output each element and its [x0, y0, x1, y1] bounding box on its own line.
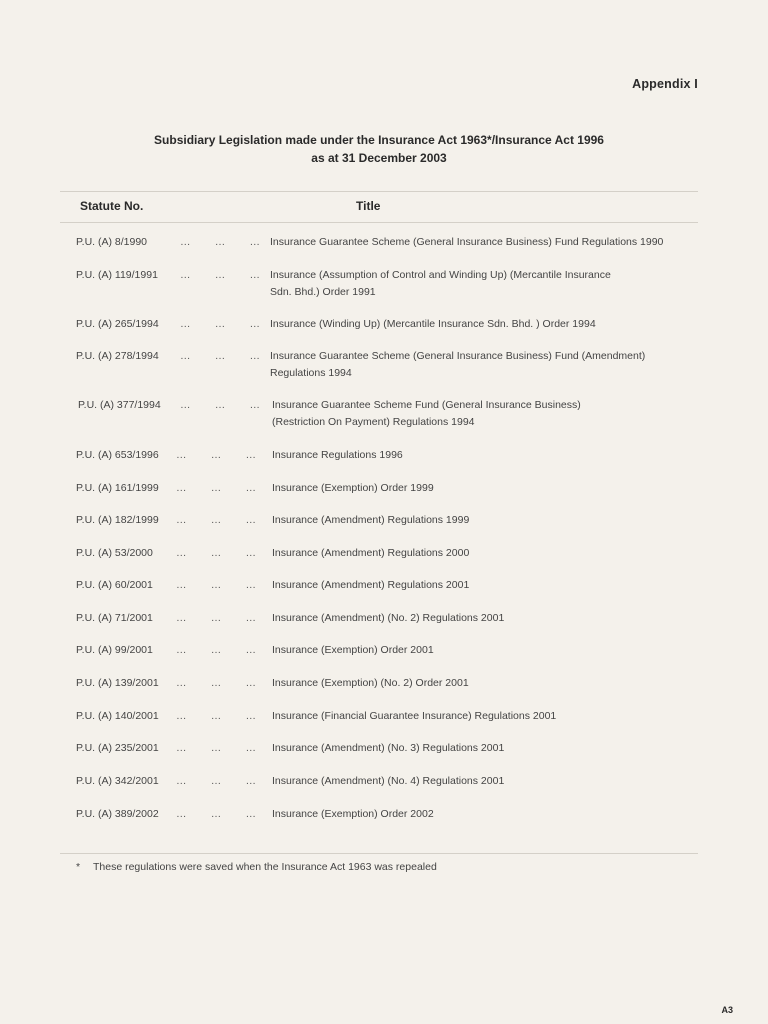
footnote-text: These regulations were saved when the Insurance Act 1963 was repealed	[93, 861, 437, 873]
ellipsis: …	[214, 236, 226, 248]
ellipsis: …	[210, 644, 222, 656]
ellipsis: …	[245, 547, 256, 559]
statute-number: P.U. (A) 235/2001	[76, 742, 159, 754]
statute-number: P.U. (A) 8/1990	[76, 236, 148, 248]
table-row	[0, 545, 768, 577]
table-row	[0, 348, 768, 397]
regulation-title-line: Insurance Guarantee Scheme Fund (General Insurance Business)	[272, 399, 581, 411]
ellipsis: …	[176, 514, 187, 526]
ellipsis: …	[210, 775, 222, 787]
column-header-title: Title	[356, 199, 381, 213]
regulation-title	[272, 806, 672, 823]
ellipsis: …	[176, 644, 187, 656]
ellipsis: …	[180, 318, 191, 330]
ellipsis: …	[180, 269, 191, 281]
statute-number: P.U. (A) 342/2001	[76, 775, 159, 787]
regulation-title-line: Insurance (Amendment) (No. 3) Regulations 2001	[272, 742, 505, 754]
regulation-title	[270, 267, 670, 300]
regulation-title	[272, 675, 672, 692]
regulation-title	[270, 348, 670, 381]
leader-dots	[176, 773, 256, 790]
regulation-title-line: Insurance Guarantee Scheme (General Insurance Business) Fund (Amendment)	[270, 350, 646, 362]
title-line-1: Subsidiary Legislation made under the Insurance Act 1963*/Insurance Act 1996	[154, 133, 604, 147]
ellipsis: …	[180, 399, 191, 411]
regulation-title-line: Insurance (Financial Guarantee Insurance) Regulations 2001	[272, 710, 557, 722]
statute-number: P.U. (A) 377/1994	[78, 399, 161, 411]
statute-number: P.U. (A) 278/1994	[76, 350, 159, 362]
regulation-title-line: Insurance (Amendment) (No. 2) Regulations 2001	[272, 612, 505, 624]
regulation-title	[272, 397, 672, 430]
table-row	[0, 512, 768, 545]
ellipsis: …	[176, 482, 187, 494]
table-row	[0, 708, 768, 740]
table-row	[0, 316, 768, 348]
regulation-title	[272, 545, 672, 562]
leader-dots	[176, 480, 256, 497]
table-row	[0, 234, 768, 267]
regulation-title-line: Insurance Regulations 1996	[272, 449, 403, 461]
ellipsis: …	[245, 742, 256, 754]
regulation-title-line: Insurance (Exemption) Order 1999	[272, 482, 434, 494]
regulation-title	[272, 708, 672, 725]
leader-dots	[180, 348, 260, 365]
regulation-title-continuation: Regulations 1994	[270, 366, 352, 379]
ellipsis: …	[176, 449, 187, 461]
leader-dots	[180, 316, 260, 333]
regulation-title-continuation: (Restriction On Payment) Regulations 1994	[272, 415, 475, 428]
statute-number: P.U. (A) 60/2001	[76, 579, 153, 591]
ellipsis: …	[245, 449, 256, 461]
ellipsis: …	[176, 579, 187, 591]
regulation-title	[272, 610, 672, 627]
table-row	[0, 397, 768, 447]
ellipsis: …	[245, 514, 256, 526]
regulation-title	[272, 577, 672, 594]
table-row	[0, 267, 768, 316]
regulation-title	[272, 740, 672, 757]
ellipsis: …	[214, 350, 226, 362]
leader-dots	[176, 447, 256, 464]
footnote-marker: *	[76, 861, 81, 873]
regulation-title	[270, 234, 670, 251]
footnote	[76, 861, 437, 873]
statute-number: P.U. (A) 389/2002	[76, 808, 159, 820]
regulation-title-line: Insurance (Amendment) Regulations 2001	[272, 579, 470, 591]
leader-dots	[176, 675, 256, 692]
table-row	[0, 773, 768, 806]
ellipsis: …	[210, 742, 222, 754]
table-row	[0, 480, 768, 512]
regulation-title-line: Insurance (Exemption) Order 2001	[272, 644, 434, 656]
document-title	[0, 131, 758, 167]
appendix-label: Appendix I	[632, 77, 698, 91]
statute-number: P.U. (A) 139/2001	[76, 677, 159, 689]
table-row	[0, 577, 768, 610]
table-row	[0, 806, 768, 839]
ellipsis: …	[210, 710, 222, 722]
leader-dots	[176, 512, 256, 529]
regulation-title-line: Insurance (Winding Up) (Mercantile Insurance Sdn. Bhd. ) Order 1994	[270, 318, 596, 330]
ellipsis: …	[245, 710, 256, 722]
statute-number: P.U. (A) 119/1991	[76, 269, 158, 281]
ellipsis: …	[176, 547, 187, 559]
ellipsis: …	[245, 579, 256, 591]
statute-number: P.U. (A) 71/2001	[76, 612, 153, 624]
table-row	[0, 675, 768, 708]
ellipsis: …	[176, 808, 187, 820]
leader-dots	[180, 267, 260, 284]
ellipsis: …	[245, 808, 256, 820]
regulation-title	[272, 480, 672, 497]
leader-dots	[176, 806, 256, 823]
regulation-title-line: Insurance (Assumption of Control and Winding Up) (Mercantile Insurance	[270, 269, 611, 281]
leader-dots	[180, 397, 260, 414]
regulation-title	[272, 447, 672, 464]
table-row	[0, 610, 768, 642]
ellipsis: …	[176, 677, 187, 689]
table-bottom-rule	[60, 853, 698, 854]
ellipsis: …	[214, 318, 226, 330]
statute-number: P.U. (A) 265/1994	[76, 318, 159, 330]
table-row	[0, 740, 768, 773]
ellipsis: …	[176, 710, 187, 722]
ellipsis: …	[210, 677, 222, 689]
table-row	[0, 642, 768, 675]
ellipsis: …	[210, 612, 222, 624]
leader-dots	[180, 234, 260, 251]
table-top-rule	[60, 191, 698, 192]
table-row	[0, 447, 768, 480]
leader-dots	[176, 740, 256, 757]
ellipsis: …	[249, 236, 260, 248]
table-header-rule	[60, 222, 698, 223]
leader-dots	[176, 577, 256, 594]
ellipsis: …	[214, 269, 226, 281]
title-line-2: as at 31 December 2003	[311, 151, 447, 165]
regulation-title	[270, 316, 670, 333]
statute-number: P.U. (A) 161/1999	[76, 482, 159, 494]
ellipsis: …	[210, 579, 222, 591]
ellipsis: …	[176, 612, 187, 624]
regulation-title-line: Insurance (Amendment) Regulations 2000	[272, 547, 470, 559]
statute-number: P.U. (A) 53/2000	[76, 547, 153, 559]
regulation-title-line: Insurance (Amendment) (No. 4) Regulations 2001	[272, 775, 505, 787]
regulation-title-line: Insurance (Amendment) Regulations 1999	[272, 514, 470, 526]
ellipsis: …	[180, 350, 191, 362]
statute-number: P.U. (A) 99/2001	[76, 644, 153, 656]
leader-dots	[176, 708, 256, 725]
leader-dots	[176, 642, 256, 659]
ellipsis: …	[245, 677, 256, 689]
ellipsis: …	[210, 482, 222, 494]
ellipsis: …	[214, 399, 226, 411]
ellipsis: …	[249, 269, 260, 281]
ellipsis: …	[210, 547, 222, 559]
ellipsis: …	[245, 775, 256, 787]
ellipsis: …	[245, 482, 256, 494]
regulation-title-line: Insurance (Exemption) (No. 2) Order 2001	[272, 677, 469, 689]
ellipsis: …	[210, 449, 222, 461]
regulation-title	[272, 512, 672, 529]
statute-number: P.U. (A) 182/1999	[76, 514, 159, 526]
column-header-statute: Statute No.	[80, 199, 144, 213]
regulation-title	[272, 642, 672, 659]
leader-dots	[176, 610, 256, 627]
statute-number: P.U. (A) 653/1996	[76, 449, 159, 461]
ellipsis: …	[210, 808, 222, 820]
ellipsis: …	[245, 612, 256, 624]
ellipsis: …	[245, 644, 256, 656]
regulation-title-line: Insurance (Exemption) Order 2002	[272, 808, 434, 820]
regulation-title-line: Insurance Guarantee Scheme (General Insurance Business) Fund Regulations 1990	[270, 236, 664, 248]
ellipsis: …	[249, 318, 260, 330]
ellipsis: …	[210, 514, 222, 526]
ellipsis: …	[249, 350, 260, 362]
leader-dots	[176, 545, 256, 562]
ellipsis: …	[176, 742, 187, 754]
regulation-title-continuation: Sdn. Bhd.) Order 1991	[270, 285, 376, 298]
ellipsis: …	[180, 236, 191, 248]
statute-number: P.U. (A) 140/2001	[76, 710, 159, 722]
page-number: A3	[721, 1005, 733, 1015]
ellipsis: …	[249, 399, 260, 411]
regulation-title	[272, 773, 672, 790]
legislation-table	[0, 234, 768, 839]
ellipsis: …	[176, 775, 187, 787]
